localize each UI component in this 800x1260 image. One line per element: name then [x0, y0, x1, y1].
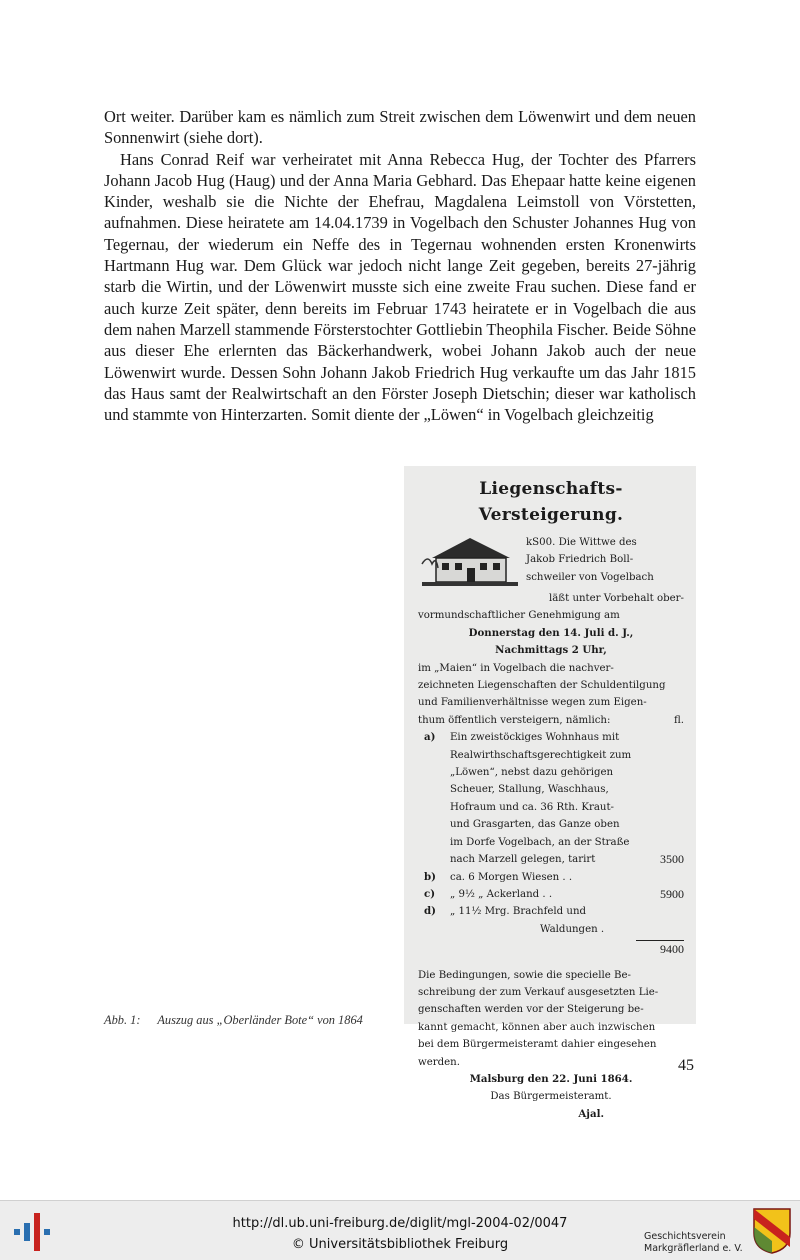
clipping-row — [418, 712, 684, 729]
total-value: 9400 — [636, 940, 684, 958]
property-line: und Grasgarten, das Ganze oben — [450, 819, 620, 831]
property-line: Realwirthschaftsgerechtigkeit zum — [450, 749, 632, 761]
caption-text: Auszug aus „Oberländer Bote“ von 1864 — [157, 1013, 363, 1027]
signature: Ajal. — [578, 1107, 604, 1120]
property-line: im Dorfe Vogelbach, an der Straße — [450, 836, 630, 848]
page-number: 45 — [678, 1057, 694, 1074]
house-illustration — [418, 534, 522, 590]
clipping-line: zeichneten Liegenschaften der Schuldentilgung — [418, 680, 666, 692]
currency-label: fl. — [673, 714, 684, 726]
clipping-line: vormundschaftlicher Genehmigung am — [418, 610, 620, 622]
property-value: 5900 — [660, 886, 684, 901]
clipping-title: Liegenschafts-Versteigerung. — [478, 479, 624, 525]
property-list — [424, 729, 684, 958]
property-item: d) „ 11½ Mrg. Brachfeld und — [424, 905, 587, 918]
paragraph: Ort weiter. Darüber kam es nämlich zum Streit zwischen dem Löwenwirt und dem neuen Sonnenwirt (siehe dort). — [104, 107, 696, 148]
issuing-office: Das Bürgermeisteramt. — [490, 1091, 612, 1103]
caption-label: Abb. 1: — [104, 1013, 141, 1027]
clipping-line: im „Maien“ in Vogelbach die nachver- — [418, 662, 614, 674]
property-item: b) ca. 6 Morgen Wiesen . . — [424, 870, 573, 883]
body-text — [104, 106, 696, 425]
auction-time: Nachmittags 2 Uhr, — [495, 644, 607, 657]
paragraph: Hans Conrad Reif war verheiratet mit Anna Rebecca Hug, der Tochter des Pfarrers Johann Jacob Hug (Haug) und der Anna Maria Gebhard. Das Ehepaar hatte keine eigenen Kinder, weshalb sie die Nichte der Ehefrau, Magdalena Leimstoll von Vörstetten, aufnahmen. Diese heiratete am 14.04.1739 in Vogelbach den Schuster Johannes Hug von Tegernau, der wiederum ein Neffe des in Tegernau wohnenden ersten Kronenwirts Hartmann Hug war. Dem Glück war jedoch nicht lange Zeit gegeben, bereits 27-jährig starb die Wirtin, und der Löwenwirt musste sich eine zweite Frau suchen. Diese fand er auch kurze Zeit später, denn bereits im Februar 1743 heiratete er in Vogelbach die aus dem nahen Marzell stammende Försterstochter Gottliebin Theophila Fischer. Beide Söhne aus dieser Ehe erlernten das Bäckerhandwerk, wobei Johann Jakob auch der neue Löwenwirt wurde. Dessen Sohn Johann Jakob Friedrich Hug verkaufte um das Jahr 1815 das Haus samt der Realwirtschaft an den Förster Joseph Dietschin; dieser war katholisch und stammte von Hinterzarten. Somit diente der „Löwen“ in Vogelbach gleichzeitig — [104, 149, 696, 425]
property-item: a) Ein zweistöckiges Wohnhaus mit — [424, 731, 620, 744]
coat-of-arms-icon — [752, 1207, 792, 1255]
property-line: Scheuer, Stallung, Waschhaus, — [450, 784, 609, 796]
property-line: Waldungen . — [540, 923, 605, 935]
copyright-notice: © Universitätsbibliothek Freiburg — [291, 1237, 509, 1252]
society-name: Geschichtsverein Markgräflerland e. V. — [644, 1231, 743, 1254]
clipping-line: und Familienverhältnisse wegen zum Eigen- — [418, 697, 647, 709]
footer-bar — [0, 1200, 800, 1260]
clipping-line: schweiler von Vogelbach — [526, 571, 654, 583]
clipping-header — [418, 534, 684, 590]
property-value: 3500 — [660, 852, 684, 867]
auction-date: Donnerstag den 14. Juli d. J., — [468, 626, 634, 639]
property-line: „Löwen“, nebst dazu gehörigen — [450, 767, 614, 779]
permalink-url[interactable]: http://dl.ub.uni-freiburg.de/diglit/mgl-2004-02/0047 — [232, 1216, 568, 1231]
place-date: Malsburg den 22. Juni 1864. — [469, 1072, 633, 1085]
conditions: Die Bedingungen, sowie die specielle Be- schreibung der zum Verkauf ausgesetzten Lie- genschaften werden vor der Steigerung be- kannt gemacht, können aber auch inzwischen bei dem Bürgermeisteramt dahier eingesehen werden. — [418, 969, 659, 1068]
clipping-line: thum öffentlich versteigern, nämlich: — [418, 714, 611, 726]
clipping-line: läßt unter Vorbehalt ober- — [548, 593, 684, 604]
property-item: c) „ 9½ „ Ackerland . . 5900 — [424, 886, 684, 903]
clipping-line: Jakob Friedrich Boll- — [526, 554, 634, 566]
property-line: nach Marzell gelegen, tarirt 3500 — [424, 851, 684, 868]
property-line: Hofraum und ca. 36 Rth. Kraut- — [450, 801, 614, 813]
figure-caption — [104, 1013, 363, 1028]
clipping-line: kS00. Die Wittwe des — [526, 537, 637, 548]
